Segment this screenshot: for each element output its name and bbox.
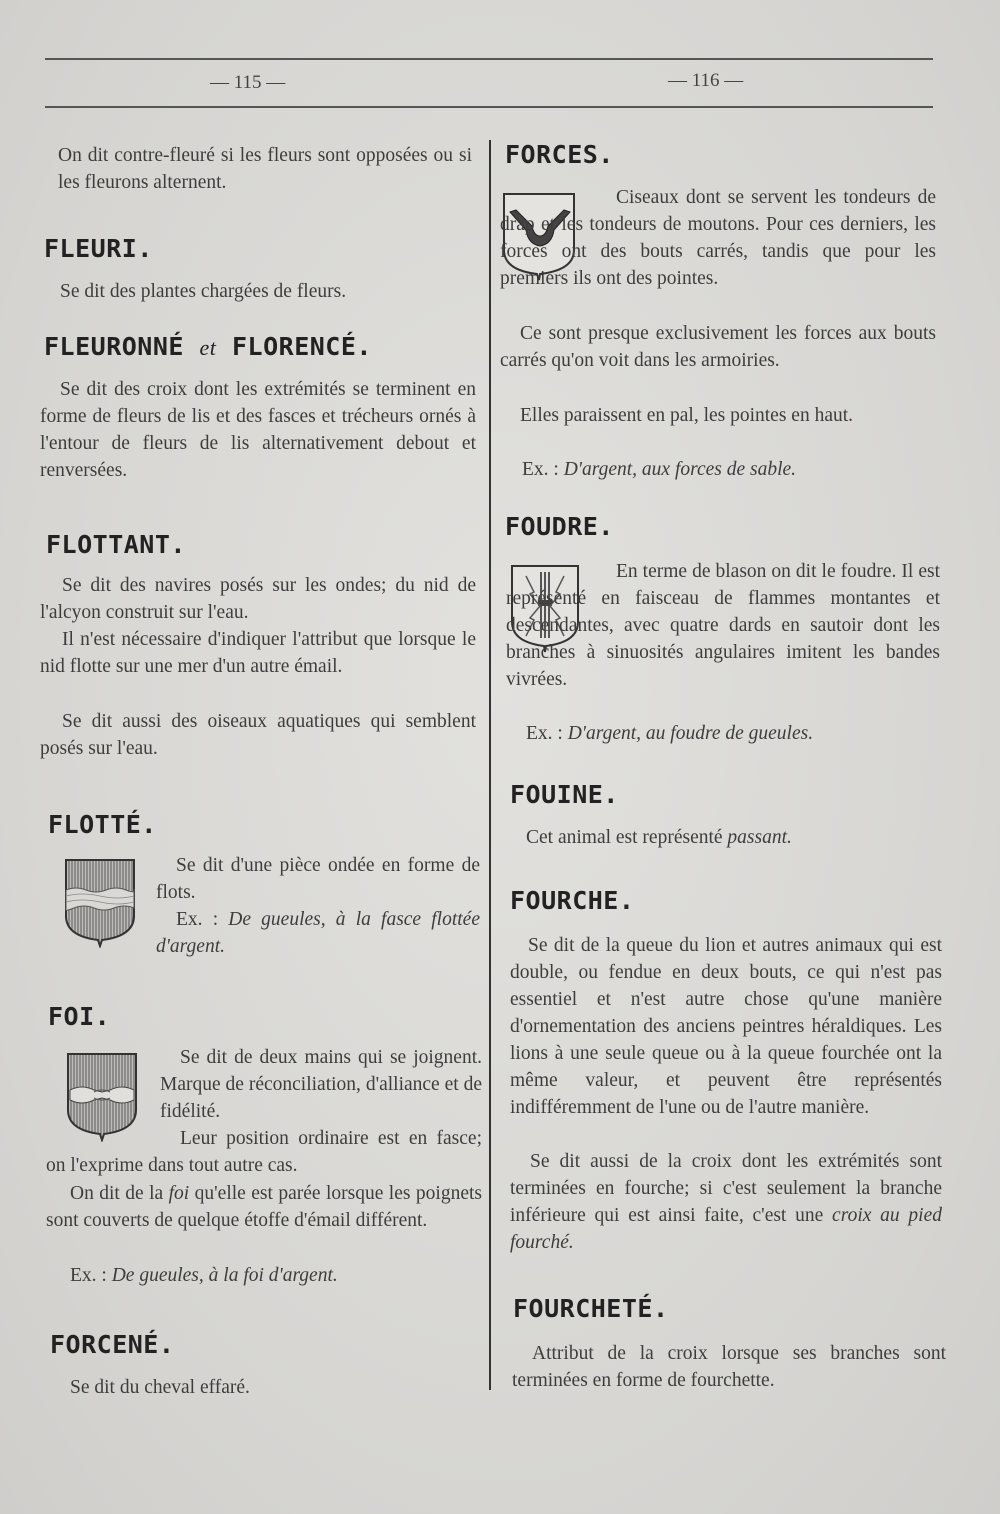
entry-title-flotte: FLOTTÉ. xyxy=(48,810,157,839)
forces-text-1: Ciseaux dont se servent les tondeurs de drap et les tondeurs de moutons. Pour ces derniers, les forces ont des bouts carrés, tandis que pour les premiers ils ont des pointes. xyxy=(500,187,936,289)
forces-text-2: Ce sont presque exclusivement les forces aux bouts carrés qu'on voit dans les armoiries. xyxy=(500,323,936,371)
forces-text-3: Elles paraissent en pal, les pointes en haut. xyxy=(520,405,854,426)
fleuronne-text: Se dit des croix dont les extrémités se terminent en forme de fleurs de lis et des fasces et trécheurs ornés à l'entour de fleurs de lis alternativement debout et renversées. xyxy=(40,379,476,481)
entry-title-fouine: FOUINE. xyxy=(510,780,619,809)
foi-text-3: On dit de la foi qu'elle est parée lorsque les poignets sont couverts de quelque étoffe d'émail différent. xyxy=(46,1183,482,1231)
entry-title-flottant: FLOTTANT. xyxy=(46,530,186,559)
page-number-right: — 116 — xyxy=(668,70,744,91)
entry-title-forces: FORCES. xyxy=(505,140,614,169)
flottant-text-1: Se dit des navires posés sur les ondes; du nid de l'alcyon construit sur l'eau. xyxy=(40,575,476,623)
forcene-text: Se dit du cheval effaré. xyxy=(70,1377,250,1398)
entry-title-fleuri: FLEURI. xyxy=(44,234,153,263)
entry-title-forcene: FORCENÉ. xyxy=(50,1330,175,1359)
entry-title-foi: FOI. xyxy=(48,1002,111,1031)
foudre-example: Ex. : D'argent, au foudre de gueules. xyxy=(526,723,814,744)
fouine-text: Cet animal est représenté passant. xyxy=(526,827,792,848)
column-separator xyxy=(489,140,491,1390)
fourchete-text: Attribut de la croix lorsque ses branches sont terminées en forme de fourchette. xyxy=(512,1343,946,1391)
fourche-text-1: Se dit de la queue du lion et autres animaux qui est double, ou fendue en deux bouts, ce qui n'est pas essentiel et n'est autre chose qu'une manière d'ornementation des anciens peintres héraldiques. Les lions à une seule queue ou à la queue fourchée ont la même valeur, et peuvent être représentés indifféremment de l'une ou de l'autre manière. xyxy=(510,935,942,1118)
entry-title-fourche: FOURCHE. xyxy=(510,886,635,915)
fleuri-text: Se dit des plantes chargées de fleurs. xyxy=(60,281,347,302)
flottant-text-3: Se dit aussi des oiseaux aquatiques qui semblent posés sur l'eau. xyxy=(40,711,476,759)
flotte-text: Se dit d'une pièce ondée en forme de flots. xyxy=(156,855,480,903)
entry-title-fleuronne xyxy=(44,332,372,361)
contre-fleure-text: On dit contre-fleuré si les fleurs sont opposées ou si les fleurons alternent. xyxy=(58,145,472,193)
foi-text-2: Leur position ordinaire est en fasce; on l'exprime dans tout autre cas. xyxy=(46,1128,482,1176)
foudre-text: En terme de blason on dit le foudre. Il est représenté en faisceau de flammes montantes et descendantes, avec quatre dards en sautoir dont les branches à sinuosités angulaires imitent les bandes vivrées. xyxy=(506,561,940,690)
entry-title-fourchete: FOURCHETÉ. xyxy=(513,1294,669,1323)
flottant-text-2: Il n'est nécessaire d'indiquer l'attribut que lorsque le nid flotte sur une mer d'un autre émail. xyxy=(40,629,476,677)
foi-example: Ex. : De gueules, à la foi d'argent. xyxy=(70,1265,338,1286)
header-rule-bottom xyxy=(45,106,933,108)
foi-text-1: Se dit de deux mains qui se joignent. Marque de réconciliation, d'alliance et de fidélité. xyxy=(160,1047,482,1122)
page-number-left: — 115 — xyxy=(210,72,286,93)
forces-example: Ex. : D'argent, aux forces de sable. xyxy=(522,459,797,480)
shield-wavy-fess-icon xyxy=(62,856,138,948)
fourche-text-2: Se dit aussi de la croix dont les extrémités sont terminées en fourche; si c'est seulement la branche inférieure qui est ainsi faite, c'est une croix au pied fourché. xyxy=(510,1151,942,1253)
title-conjunction: et xyxy=(199,335,217,360)
fleuronne-title: FLEURONNÉ xyxy=(44,332,184,361)
header-rule-top xyxy=(45,58,933,60)
entry-title-foudre: FOUDRE. xyxy=(505,512,614,541)
flotte-example: Ex. : De gueules, à la fasce flottée d'argent. xyxy=(156,909,480,957)
florence-title: FLORENCÉ. xyxy=(231,332,372,361)
